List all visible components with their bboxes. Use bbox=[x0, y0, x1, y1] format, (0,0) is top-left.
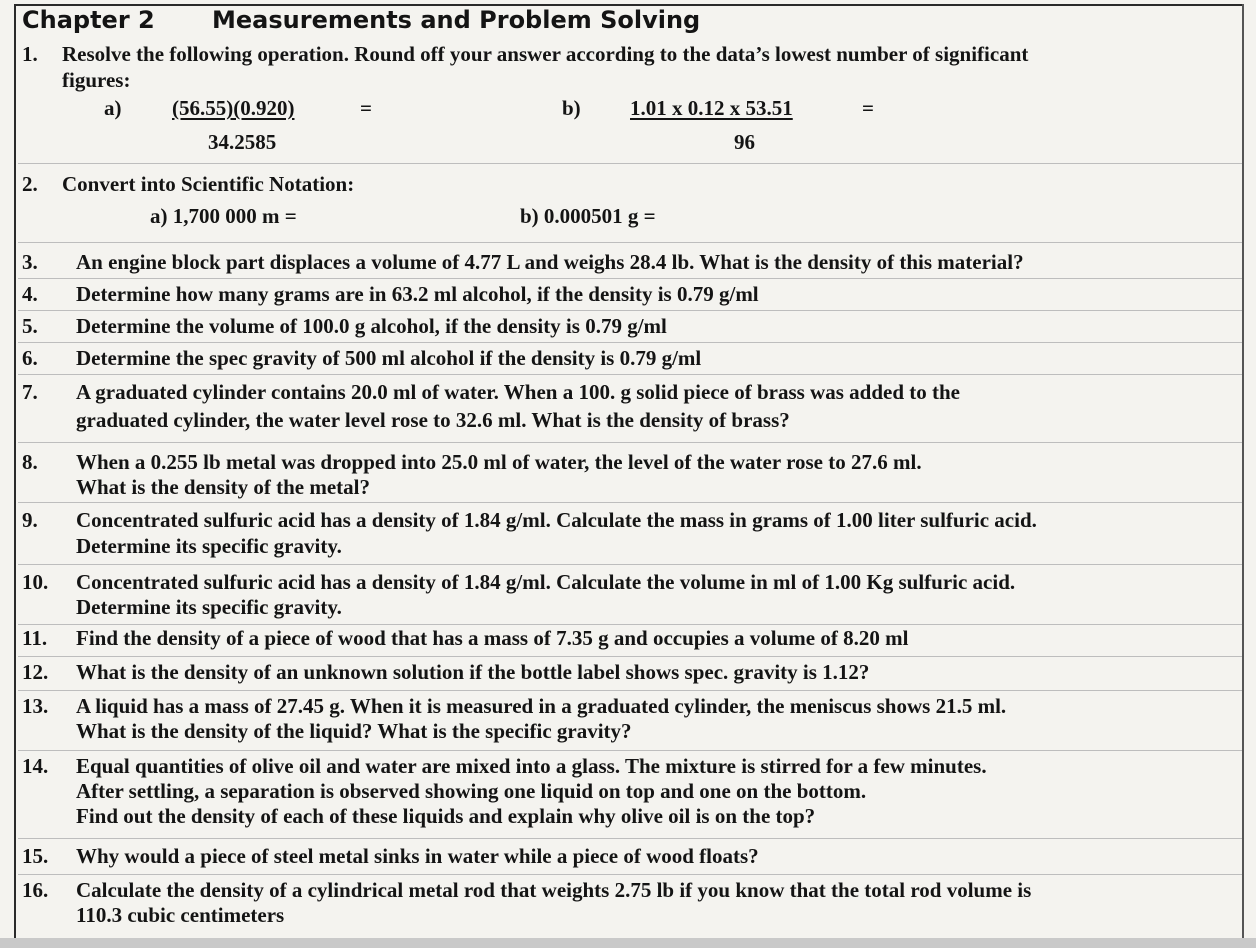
page-bottom-strip bbox=[0, 938, 1256, 948]
chapter-title: Measurements and Problem Solving bbox=[212, 6, 701, 34]
question-number: 14. bbox=[22, 754, 49, 778]
divider bbox=[18, 750, 1242, 751]
question-text: Why would a piece of steel metal sinks in water while a piece of wood floats? bbox=[76, 844, 759, 868]
question-text: After settling, a separation is observed showing one liquid on top and one on the bottom. bbox=[76, 779, 867, 803]
divider bbox=[18, 310, 1242, 311]
part-b-numerator: 1.01 x 0.12 x 53.51 bbox=[630, 96, 793, 120]
chapter-label: Chapter 2 bbox=[22, 6, 155, 34]
question-number: 5. bbox=[22, 314, 38, 338]
part-b-label: b) bbox=[562, 96, 581, 120]
question-text: Calculate the density of a cylindrical metal rod that weights 2.75 lb if you know that the total rod volume is bbox=[76, 878, 1032, 902]
question-text: Determine how many grams are in 63.2 ml alcohol, if the density is 0.79 g/ml bbox=[76, 282, 759, 306]
divider bbox=[18, 278, 1242, 279]
question-number: 6. bbox=[22, 346, 38, 370]
part-b-denominator: 96 bbox=[734, 130, 755, 154]
divider bbox=[18, 656, 1242, 657]
question-text: Find out the density of each of these liquids and explain why olive oil is on the top? bbox=[76, 804, 816, 828]
divider bbox=[18, 342, 1242, 343]
question-text: Determine the volume of 100.0 g alcohol, if the density is 0.79 g/ml bbox=[76, 314, 667, 338]
part-a-label: a) bbox=[104, 96, 122, 120]
question-number: 4. bbox=[22, 282, 38, 306]
divider bbox=[18, 442, 1242, 443]
question-number: 10. bbox=[22, 570, 49, 594]
question-text: Determine the spec gravity of 500 ml alcohol if the density is 0.79 g/ml bbox=[76, 346, 702, 370]
question-number: 9. bbox=[22, 508, 38, 532]
question-text: Convert into Scientific Notation: bbox=[62, 172, 355, 196]
divider bbox=[18, 874, 1242, 875]
question-number: 13. bbox=[22, 694, 49, 718]
question-text: 110.3 cubic centimeters bbox=[76, 903, 285, 927]
divider bbox=[18, 624, 1242, 625]
question-number: 16. bbox=[22, 878, 49, 902]
part-a-equals: = bbox=[360, 96, 372, 120]
question-number: 15. bbox=[22, 844, 49, 868]
divider bbox=[18, 163, 1242, 164]
part-b-equals: = bbox=[862, 96, 874, 120]
question-text: Determine its specific gravity. bbox=[76, 595, 342, 619]
divider bbox=[18, 838, 1242, 839]
part-a-text: a) 1,700 000 m = bbox=[150, 204, 297, 228]
question-text: Determine its specific gravity. bbox=[76, 534, 342, 558]
question-text: An engine block part displaces a volume of 4.77 L and weighs 28.4 lb. What is the density of this material? bbox=[76, 250, 1024, 274]
question-number: 11. bbox=[22, 626, 48, 650]
divider bbox=[18, 242, 1242, 243]
question-number: 8. bbox=[22, 450, 38, 474]
question-text: What is the density of the liquid? What is the specific gravity? bbox=[76, 719, 632, 743]
question-text: Concentrated sulfuric acid has a density of 1.84 g/ml. Calculate the mass in grams of 1.00 liter sulfuric acid. bbox=[76, 508, 1037, 532]
question-text: Concentrated sulfuric acid has a density of 1.84 g/ml. Calculate the volume in ml of 1.00 Kg sulfuric acid. bbox=[76, 570, 1016, 594]
question-text: Resolve the following operation. Round off your answer according to the data’s lowest number of significant bbox=[62, 42, 1029, 66]
part-a-denominator: 34.2585 bbox=[208, 130, 277, 154]
divider bbox=[18, 690, 1242, 691]
question-text: graduated cylinder, the water level rose to 32.6 ml. What is the density of brass? bbox=[76, 408, 790, 432]
page-border-right bbox=[1242, 4, 1244, 948]
question-text: A liquid has a mass of 27.45 g. When it is measured in a graduated cylinder, the meniscus shows 21.5 ml. bbox=[76, 694, 1007, 718]
part-a-numerator: (56.55)(0.920) bbox=[172, 96, 295, 120]
divider bbox=[18, 502, 1242, 503]
part-b-text: b) 0.000501 g = bbox=[520, 204, 656, 228]
question-number: 12. bbox=[22, 660, 49, 684]
question-text: figures: bbox=[62, 68, 131, 92]
question-number: 2. bbox=[22, 172, 38, 196]
question-number: 1. bbox=[22, 42, 38, 66]
question-text: When a 0.255 lb metal was dropped into 25.0 ml of water, the level of the water rose to 27.6 ml. bbox=[76, 450, 922, 474]
question-text: A graduated cylinder contains 20.0 ml of water. When a 100. g solid piece of brass was added to the bbox=[76, 380, 960, 404]
divider bbox=[18, 374, 1242, 375]
question-number: 3. bbox=[22, 250, 38, 274]
question-text: Equal quantities of olive oil and water are mixed into a glass. The mixture is stirred for a few minutes. bbox=[76, 754, 987, 778]
page-border-left bbox=[14, 4, 16, 948]
question-text: What is the density of an unknown solution if the bottle label shows spec. gravity is 1.12? bbox=[76, 660, 870, 684]
question-number: 7. bbox=[22, 380, 38, 404]
question-text: What is the density of the metal? bbox=[76, 475, 370, 499]
question-text: Find the density of a piece of wood that has a mass of 7.35 g and occupies a volume of 8.20 ml bbox=[76, 626, 909, 650]
divider bbox=[18, 564, 1242, 565]
